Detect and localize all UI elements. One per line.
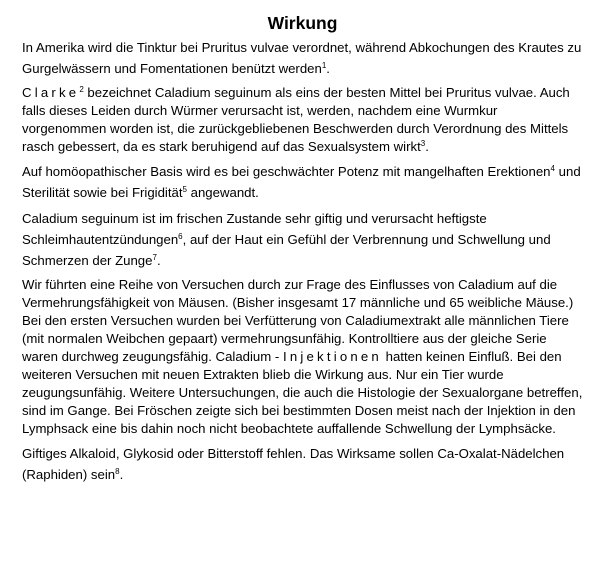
paragraph-1: [22, 37, 583, 79]
footnote-ref-8[interactable]: 8: [115, 467, 120, 476]
footnote-ref-1[interactable]: 1: [321, 61, 327, 70]
footnote-ref-2[interactable]: 2: [79, 85, 84, 94]
paragraph-2-text: bezeichnet Caladium seguinum als eins der besten Mittel bei Pruritus vulvae. Auch falls dieses Leiden durch Würmer verursacht ist, werden, nachdem eine Wurmkur vorgenommen worden ist, die zurückgebliebenen Beschwerden durch Verordnung des Mittels rasch gebessert, da es stark beruhigend auf das Sexualsystem wirkt: [22, 85, 570, 154]
paragraph-3: [22, 161, 583, 203]
paragraph-5: [22, 276, 583, 438]
paragraph-2-end: .: [425, 139, 429, 154]
paragraph-4-text-2: , auf der Haut ein Gefühl der Verbrennung und Schwellung und Schmerzen der Zunge: [22, 232, 551, 268]
section-title: Wirkung: [267, 13, 338, 33]
paragraph-6-text: Giftiges Alkaloid, Glykosid oder Bitterstoff fehlen. Das Wirksame sollen Ca-Oxalat-Nädelchen (Raphiden) sein: [22, 446, 565, 482]
author-name-clarke: Clarke: [22, 85, 80, 100]
paragraph-6: [22, 443, 583, 485]
footnote-ref-7[interactable]: 7: [152, 253, 157, 262]
footnote-ref-6[interactable]: 6: [178, 232, 183, 241]
paragraph-5-text: Wir führten eine Reihe von Versuchen durch zur Frage des Einflusses von Caladium auf die Vermehrungsfähigkeit von Mäusen. (Bisher insgesamt 17 männliche und 65 weibliche Mäuse.) Bei den ersten Versuchen wurden bei Verfütterung von Caladiumextrakt alle männlichen Tiere (mit normalen Weibchen gepaart) vermehrungsunfähig. Kontrolltiere aus der gleiche Serie waren durchweg zeugungsfähig. Caladium -: [22, 277, 574, 364]
footnote-ref-3[interactable]: 3: [420, 139, 426, 148]
footnote-ref-4[interactable]: 4: [550, 164, 555, 173]
footnote-ref-5[interactable]: 5: [182, 185, 187, 194]
spaced-word-injektionen: Injektionen: [282, 349, 382, 364]
paragraph-1-end: .: [326, 61, 330, 76]
paragraph-5-text-2: hatten keinen Einfluß. Bei den weiteren Versuchen mit neuen Extrakten blieb die Wirkung aus. Nur ein Tier wurde zeugungsunfähig. Weitere Untersuchungen, die auch die Histologie der Sexualorgane betreffen, sind im Gange. Bei Fröschen zeigte sich bei bestimmten Dosen meist nach der Injektion in den Lymphsack eine bis dahin noch nicht beobachtete auffallende Schwellung der Lymphsäcke.: [22, 349, 583, 436]
paragraph-2: [22, 84, 583, 156]
paragraph-4-text: Caladium seguinum ist im frischen Zustande sehr giftig und verursacht heftigste Schleimhautentzündungen: [22, 211, 487, 247]
paragraph-1-text: In Amerika wird die Tinktur bei Pruritus vulvae verordnet, während Abkochungen des Krautes zu Gurgelwässern und Fomentationen benützt werden: [22, 40, 582, 76]
paragraph-4-end: .: [156, 253, 161, 268]
paragraph-4: [22, 208, 583, 271]
paragraph-6-end: .: [119, 467, 124, 482]
paragraph-3-text-2: und Sterilität sowie bei Frigidität: [22, 164, 581, 200]
paragraph-3-text: Auf homöopathischer Basis wird es bei geschwächter Potenz mit mangelhaften Erektionen: [22, 164, 551, 179]
paragraph-3-end: angewandt.: [186, 185, 259, 200]
